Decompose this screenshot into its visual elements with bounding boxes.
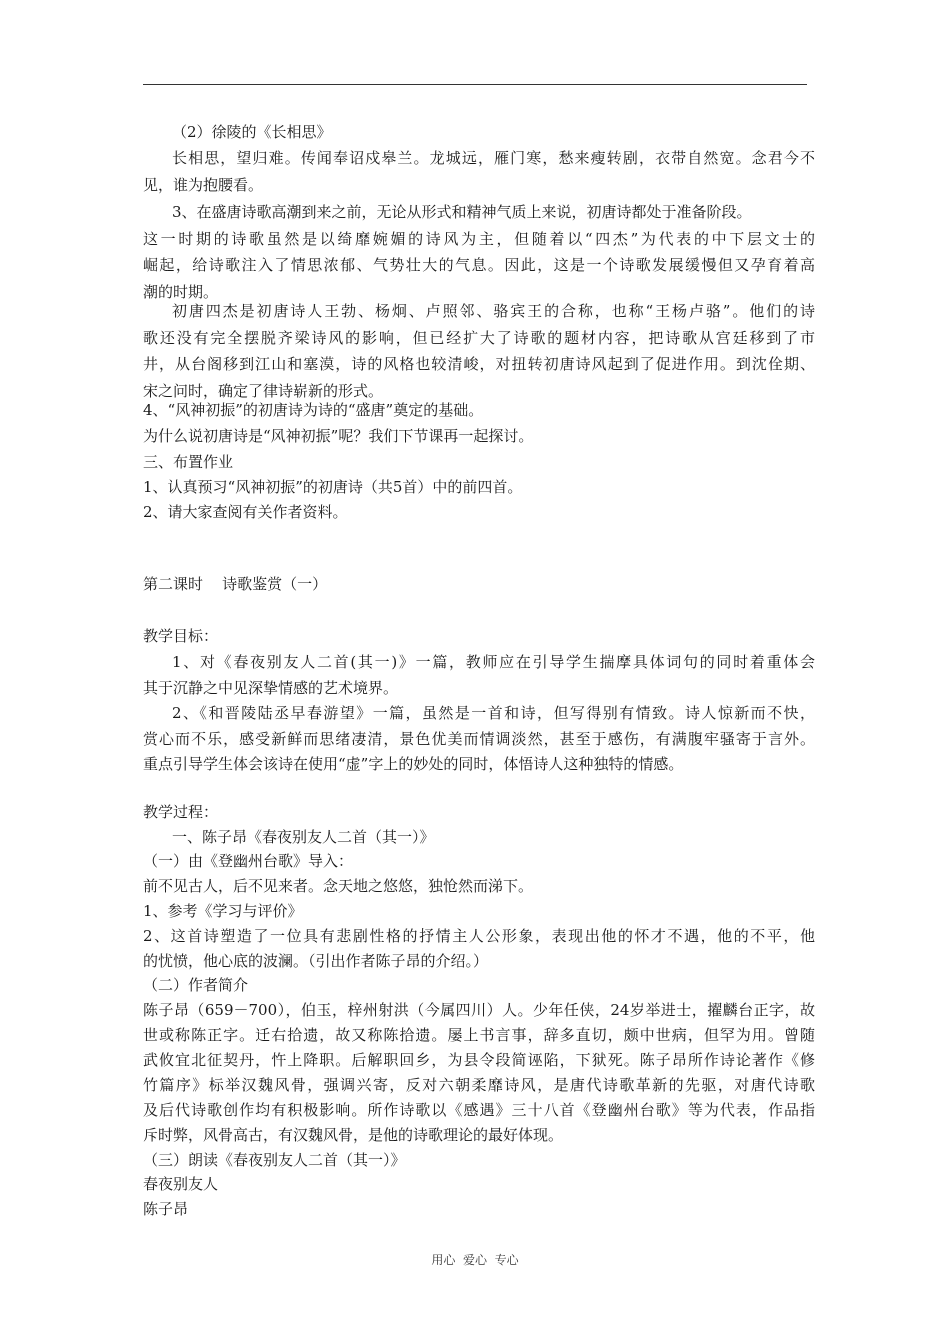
text-line: 崛起，给诗歌注入了情思浓郁、气势壮大的气息。因此，这是一个诗歌发展缓慢但又孕育着高 bbox=[143, 256, 815, 274]
text-line: 这一时期的诗歌虽然是以绮靡婉媚的诗风为主，但随着以“四杰”为代表的中下层文士的 bbox=[143, 230, 815, 248]
text-line: 斥时弊，风骨高古，有汉魏风骨，是他的诗歌理论的最好体现。 bbox=[143, 1126, 564, 1144]
text-line: 1、认真预习“风神初振”的初唐诗（共5首）中的前四首。 bbox=[143, 478, 523, 496]
text-line: 陈子昂（659－700），伯玉，梓州射洪（今属四川）人。少年任侠，24岁举进士，擢麟台正字，故 bbox=[143, 1001, 815, 1019]
page-footer: 用心 爱心 专心 bbox=[431, 1253, 519, 1267]
text-line: （一）由《登幽州台歌》导入： bbox=[143, 852, 354, 870]
section-heading: 三、布置作业 bbox=[143, 453, 234, 471]
text-line: 潮的时期。 bbox=[143, 283, 219, 301]
text-line: 见，谁为抱腰看。 bbox=[143, 176, 264, 194]
text-line: 一、陈子昂《春夜别友人二首（其一）》 bbox=[172, 828, 435, 846]
text-line: 1、对《春夜别友人二首(其一)》一篇，教师应在引导学生揣摩具体词句的同时着重体会 bbox=[172, 653, 815, 671]
text-line: （2）徐陵的《长相思》 bbox=[172, 123, 332, 141]
text-line: 为什么说初唐诗是“风神初振”呢？我们下节课再一起探讨。 bbox=[143, 427, 534, 445]
text-line: 其于沉静之中见深挚情感的艺术境界。 bbox=[143, 679, 399, 697]
text-line: 的忧愤，他心底的波澜。（引出作者陈子昂的介绍。） bbox=[143, 952, 489, 970]
text-line: 赏心而不乐，感受新鲜而思绪凄清，景色优美而情调淡然，甚至于感伤，有满腹牢骚寄于言外。 bbox=[143, 730, 815, 748]
text-line: 武攸宜北征契丹，忤上降职。后解职回乡，为县令段简诬陷，下狱死。陈子昂所作诗论著作《修 bbox=[143, 1051, 815, 1069]
text-line: 4、“风神初振”的初唐诗为诗的“盛唐”奠定的基础。 bbox=[143, 401, 484, 419]
lesson-heading: 第二课时 诗歌鉴赏（一） bbox=[143, 575, 328, 593]
text-line: 3、在盛唐诗歌高潮到来之前，无论从形式和精神气质上来说，初唐诗都处于准备阶段。 bbox=[172, 203, 752, 221]
text-line: （三）朗读《春夜别友人二首（其一）》 bbox=[143, 1151, 406, 1169]
section-heading: 教学过程： bbox=[143, 803, 219, 821]
text-line: 2、《和晋陵陆丞早春游望》一篇，虽然是一首和诗，但写得别有情致。诗人惊新而不快， bbox=[172, 704, 815, 722]
section-heading: 教学目标： bbox=[143, 627, 219, 645]
text-line: 1、参考《学习与评价》 bbox=[143, 902, 303, 920]
text-line: 重点引导学生体会该诗在使用“虚”字上的妙处的同时，体悟诗人这种独特的情感。 bbox=[143, 755, 684, 773]
text-line: 竹篇序》标举汉魏风骨，强调兴寄，反对六朝柔靡诗风，是唐代诗歌革新的先驱，对唐代诗歌 bbox=[143, 1076, 815, 1094]
text-line: 歌还没有完全摆脱齐梁诗风的影响，但已经扩大了诗歌的题材内容，把诗歌从宫廷移到了市 bbox=[143, 329, 815, 347]
text-line: 井，从台阁移到江山和塞漠，诗的风格也较清峻，对扭转初唐诗风起到了促进作用。到沈佺期、 bbox=[143, 355, 815, 373]
text-line: 初唐四杰是初唐诗人王勃、杨炯、卢照邻、骆宾王的合称，也称“王杨卢骆”。他们的诗 bbox=[172, 302, 815, 320]
text-line: （二）作者简介 bbox=[143, 976, 249, 994]
text-line: 2、这首诗塑造了一位具有悲剧性格的抒情主人公形象，表现出他的怀才不遇，他的不平，他 bbox=[143, 927, 815, 945]
text-line: 及后代诗歌创作均有积极影响。所作诗歌以《感遇》三十八首《登幽州台歌》等为代表，作品指 bbox=[143, 1101, 815, 1119]
poem-author: 陈子昂 bbox=[143, 1200, 189, 1218]
text-line: 长相思，望归难。传闻奉诏戍皋兰。龙城远，雁门寒，愁来瘦转剧，衣带自然宽。念君今不 bbox=[172, 149, 815, 167]
poem-title: 春夜别友人 bbox=[143, 1175, 219, 1193]
text-line: 宋之问时，确定了律诗崭新的形式。 bbox=[143, 382, 384, 400]
text-line: 前不见古人，后不见来者。念天地之悠悠，独怆然而涕下。 bbox=[143, 877, 534, 895]
text-line: 世或称陈正字。迁右拾遗，故又称陈拾遗。屡上书言事，辞多直切，颇中世病，但罕为用。曾随 bbox=[143, 1026, 815, 1044]
text-line: 2、请大家查阅有关作者资料。 bbox=[143, 503, 348, 521]
